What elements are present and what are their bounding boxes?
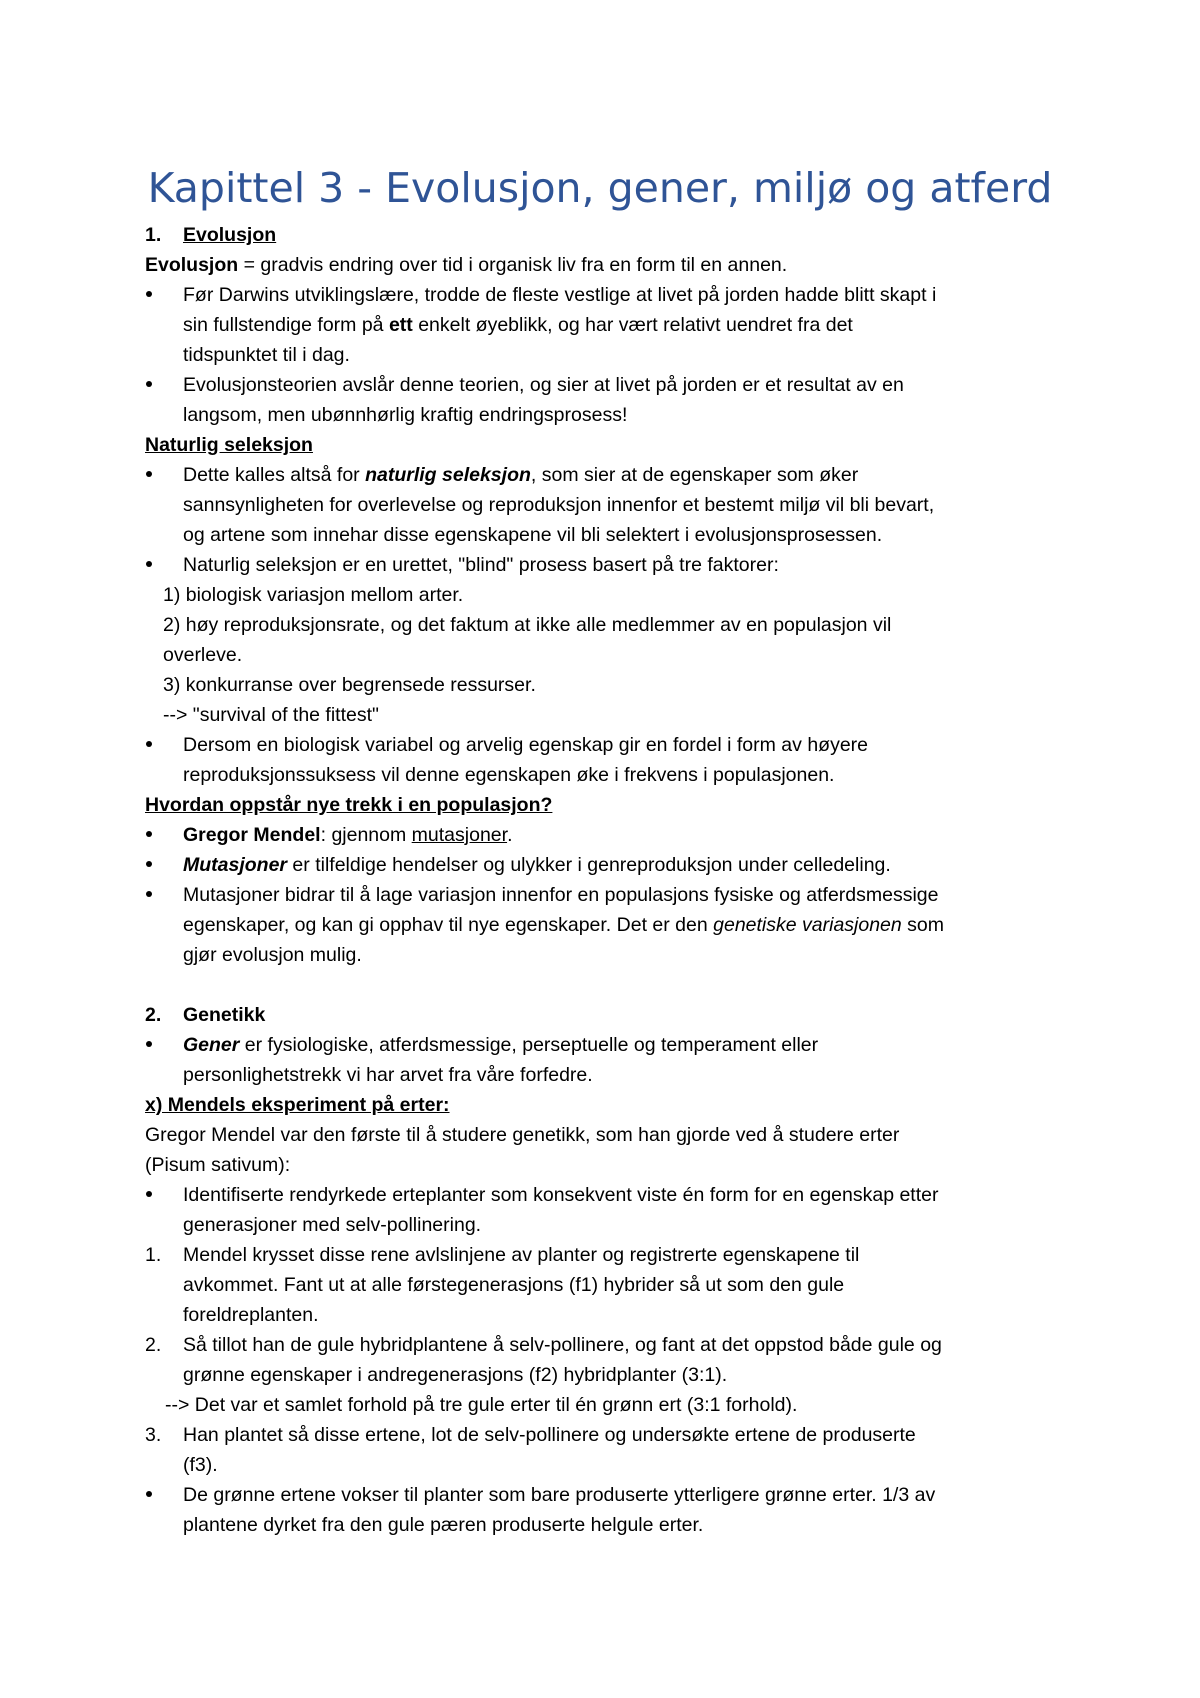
arrow-note: --> "survival of the fittest" — [163, 704, 379, 726]
list-item: De grønne ertene vokser til planter som bare produserte ytterligere grønne erter. 1/3 av — [145, 1480, 1065, 1510]
subheading-mendels-eksperiment: x) Mendels eksperiment på erter: — [145, 1094, 450, 1116]
list-item-continuation: gjør evolusjon mulig. — [183, 944, 362, 966]
list-item: Mutasjoner er tilfeldige hendelser og ulykker i genreproduksjon under celledeling. — [145, 850, 1065, 880]
list-item-continuation: plantene dyrket fra den gule pæren produserte helgule erter. — [183, 1514, 704, 1536]
list-item: Identifiserte rendyrkede erteplanter som konsekvent viste én form for en egenskap etter — [145, 1180, 1065, 1210]
factor-item: 1) biologisk variasjon mellom arter. — [163, 584, 464, 606]
subheading-nye-trekk: Hvordan oppstår nye trekk i en populasjon? — [145, 794, 553, 816]
spacer — [145, 970, 1065, 1000]
page-title: Kapittel 3 - Evolusjon, gener, miljø og atferd — [147, 164, 1053, 212]
list-item: Mutasjoner bidrar til å lage variasjon innenfor en populasjons fysiske og atferdsmessige — [145, 880, 1065, 910]
list-item-continuation: reproduksjonssuksess vil denne egenskapen øke i frekvens i populasjonen. — [183, 764, 835, 786]
mutasjoner-link: mutasjoner — [411, 824, 508, 846]
numbered-item: 1. Mendel krysset disse rene avlslinjene av planter og registrerte egenskapene til — [145, 1244, 860, 1266]
list-item-continuation: og artene som innehar disse egenskapene vil bli selektert i evolusjonsprosessen. — [183, 524, 883, 546]
numbered-item: 3. Han plantet så disse ertene, lot de selv-pollinere og undersøkte ertene de produserte — [145, 1424, 916, 1446]
list-item: Evolusjonsteorien avslår denne teorien, og sier at livet på jorden er et resultat av en — [145, 370, 1065, 400]
definition-term: Evolusjon — [145, 254, 239, 276]
document-body — [145, 220, 1065, 1540]
list-item-continuation: sannsynligheten for overlevelse og reproduksjon innenfor et bestemt miljø vil bli bevart, — [183, 494, 935, 516]
numbered-item-continuation: (f3). — [183, 1454, 218, 1476]
numbered-item-continuation: foreldreplanten. — [183, 1304, 319, 1326]
list-item: Dersom en biologisk variabel og arvelig egenskap gir en fordel i form av høyere — [145, 730, 1065, 760]
subheading-naturlig-seleksjon: Naturlig seleksjon — [145, 434, 313, 456]
list-item: Før Darwins utviklingslære, trodde de fleste vestlige at livet på jorden hadde blitt skapt i — [145, 280, 1065, 310]
numbered-item-continuation: grønne egenskaper i andregenerasjons (f2) hybridplanter (3:1). — [183, 1364, 728, 1386]
list-item-continuation: sin fullstendige form på ett enkelt øyeblikk, og har vært relativt uendret fra det — [183, 314, 853, 336]
section-heading-evolusjon: 1. Evolusjon — [145, 224, 277, 246]
factor-item: 3) konkurranse over begrensede ressurser. — [163, 674, 536, 696]
list-item-continuation: generasjoner med selv-pollinering. — [183, 1214, 482, 1236]
section-heading-genetikk: 2. Genetikk — [145, 1004, 266, 1026]
list-item-continuation: tidspunktet til i dag. — [183, 344, 350, 366]
list-item-continuation: personlighetstrekk vi har arvet fra våre forfedre. — [183, 1064, 593, 1086]
numbered-item-continuation: avkommet. Fant ut at alle førstegenerasjons (f1) hybrider så ut som den gule — [183, 1274, 845, 1296]
list-item: Dette kalles altså for naturlig seleksjon, som sier at de egenskaper som øker — [145, 460, 1065, 490]
list-item-continuation: egenskaper, og kan gi opphav til nye egenskaper. Det er den genetiske variasjonen som — [183, 914, 945, 936]
list-item-continuation: langsom, men ubønnhørlig kraftig endringsprosess! — [183, 404, 628, 426]
factor-item: 2) høy reproduksjonsrate, og det faktum at ikke alle medlemmer av en populasjon vil — [163, 614, 892, 636]
paragraph-line: Gregor Mendel var den første til å studere genetikk, som han gjorde ved å studere erter — [145, 1124, 900, 1146]
numbered-item: 2. Så tillot han de gule hybridplantene å selv-pollinere, og fant at det oppstod både gule og — [145, 1334, 942, 1356]
definition-line: Evolusjon = gradvis endring over tid i organisk liv fra en form til en annen. — [145, 254, 788, 276]
list-item: Naturlig seleksjon er en urettet, "blind" prosess basert på tre faktorer: — [145, 550, 1065, 580]
arrow-note: --> Det var et samlet forhold på tre gule erter til én grønn ert (3:1 forhold). — [165, 1394, 798, 1416]
paragraph-line: (Pisum sativum): — [145, 1154, 291, 1176]
list-item: Gregor Mendel: gjennom mutasjoner. — [145, 820, 1065, 850]
factor-item-continuation: overleve. — [163, 644, 243, 666]
list-item: Gener er fysiologiske, atferdsmessige, perseptuelle og temperament eller — [145, 1030, 1065, 1060]
